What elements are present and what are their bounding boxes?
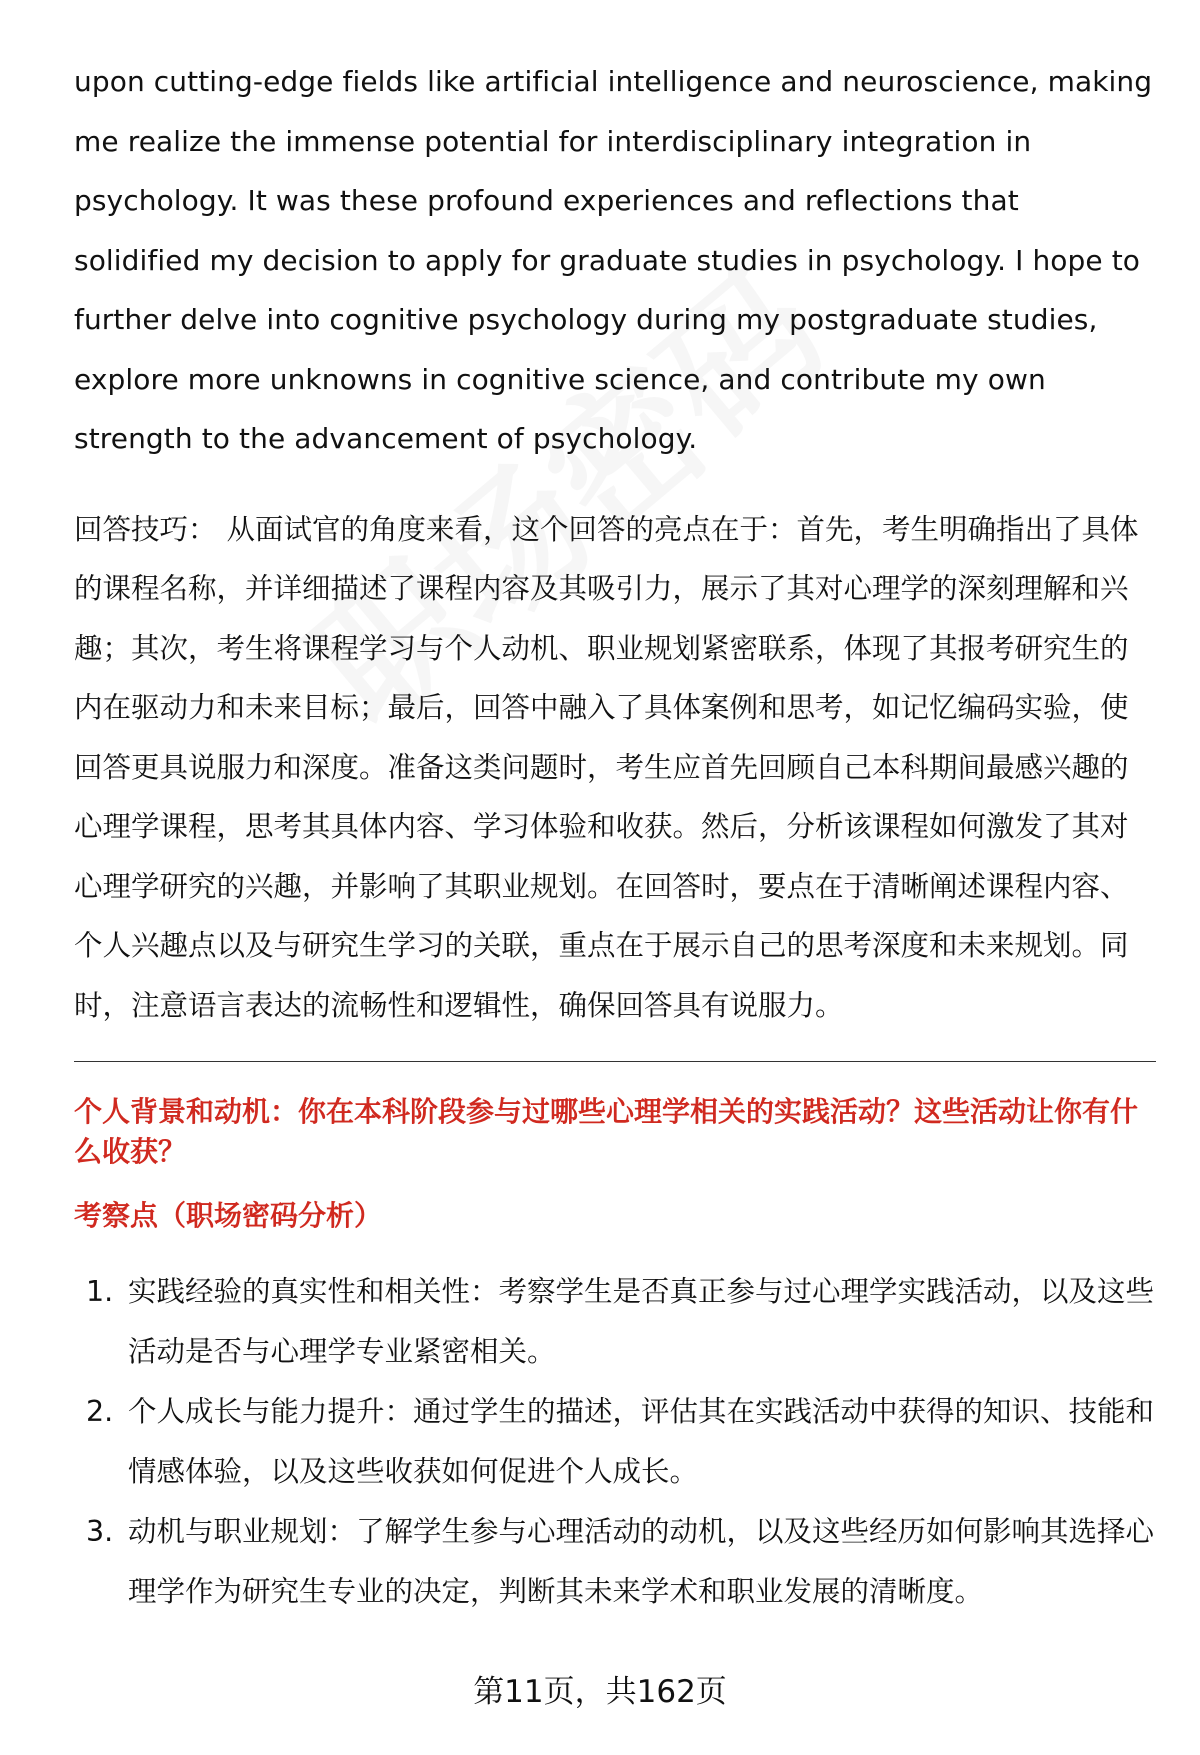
- section-title: 考察点（职场密码分析）: [74, 1199, 383, 1232]
- question-heading: 个人背景和动机：你在本科阶段参与过哪些心理学相关的实践活动？这些活动让你有什么收获？: [74, 1095, 1139, 1168]
- list-text: 动机与职业规划：了解学生参与心理活动的动机，以及这些经历如何影响其选择心理学作为研究生专业的决定，判断其未来学术和职业发展的清晰度。: [128, 1515, 1155, 1608]
- list-item: [74, 1502, 1154, 1622]
- list-number: 2.: [86, 1395, 114, 1428]
- list-text: 个人成长与能力提升：通过学生的描述，评估其在实践活动中获得的知识、技能和情感体验，以及这些收获如何促进个人成长。: [128, 1395, 1155, 1488]
- list-number: 1.: [86, 1275, 114, 1308]
- english-paragraph: upon cutting-edge fields like artificial intelligence and neuroscience, making me realize the immense potential for interdisciplinary integration in psychology. It was these profound experiences and reflections that solidified my decision to apply for graduate studies in psychology. I hope to further delve into cognitive psychology during my postgraduate studies, explore more unknowns in cognitive science, and contribute my own strength to the advancement of psychology.: [74, 65, 1153, 455]
- answer-tips: [74, 500, 1154, 1036]
- assessment-list: [74, 1262, 1154, 1622]
- list-item: [74, 1262, 1154, 1382]
- tips-text: 从面试官的角度来看，这个回答的亮点在于：首先，考生明确指出了具体的课程名称，并详细描述了课程内容及其吸引力，展示了其对心理学的深刻理解和兴趣；其次，考生将课程学习与个人动机、职业规划紧密联系，体现了其报考研究生的内在驱动力和未来目标；最后，回答中融入了具体案例和思考，如记忆编码实验，使回答更具说服力和深度。准备这类问题时，考生应首先回顾自己本科期间最感兴趣的心理学课程，思考其具体内容、学习体验和收获。然后，分析该课程如何激发了其对心理学研究的兴趣，并影响了其职业规划。在回答时，要点在于清晰阐述课程内容、个人兴趣点以及与研究生学习的关联，重点在于展示自己的思考深度和未来规划。同时，注意语言表达的流畅性和逻辑性，确保回答具有说服力。: [74, 512, 1139, 1022]
- tips-label: 回答技巧：: [74, 512, 217, 546]
- list-text: 实践经验的真实性和相关性：考察学生是否真正参与过心理学实践活动，以及这些活动是否与心理学专业紧密相关。: [128, 1275, 1155, 1368]
- list-number: 3.: [86, 1515, 114, 1548]
- list-item: [74, 1382, 1154, 1502]
- document-page: [74, 52, 1154, 1638]
- page-number-footer: 第11页，共162页: [473, 1674, 727, 1710]
- divider: [74, 1061, 1156, 1062]
